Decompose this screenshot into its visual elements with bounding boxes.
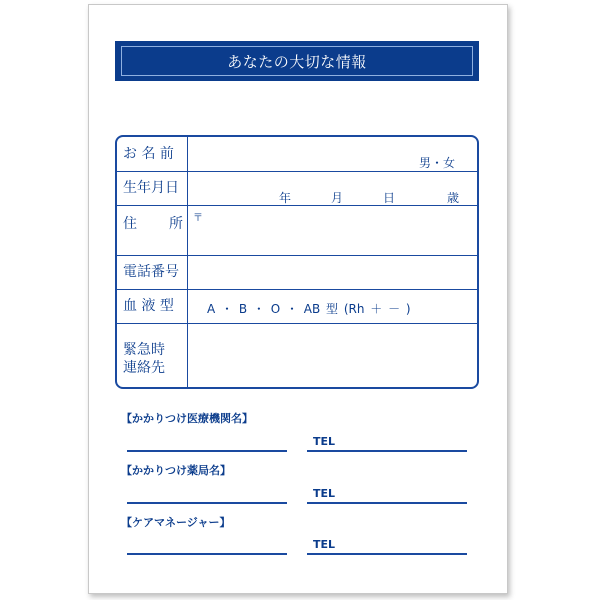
label-column-divider xyxy=(187,137,188,387)
emergency-label-line2: 連絡先 xyxy=(123,360,165,376)
care-manager-name-line xyxy=(127,553,287,555)
emergency-label-line1: 緊急時 xyxy=(123,342,165,358)
pharmacy-title: 【かかりつけ薬局名】 xyxy=(121,464,231,477)
address-label-part: 所 xyxy=(169,216,183,232)
page-title: あなたの大切な情報 xyxy=(121,46,473,76)
pharmacy-tel-line xyxy=(307,502,467,504)
address-label-part: 住 xyxy=(123,216,137,232)
year-unit: 年 xyxy=(279,191,292,205)
clinic-tel-label: TEL xyxy=(313,435,336,448)
care-manager-title: 【ケアマネージャー】 xyxy=(121,516,231,529)
care-manager-tel-line xyxy=(307,553,467,555)
row-divider xyxy=(117,323,477,324)
info-card xyxy=(88,4,508,594)
gender-options: 男・女 xyxy=(419,156,456,170)
birthdate-label: 生年月日 xyxy=(123,180,179,196)
phone-label: 電話番号 xyxy=(123,264,179,280)
name-label: お 名 前 xyxy=(123,146,174,162)
pharmacy-name-line xyxy=(127,502,287,504)
blood-type-options: A ・ B ・ O ・ AB 型 (Rh ＋ － ) xyxy=(207,302,411,316)
clinic-name-line xyxy=(127,450,287,452)
age-unit: 歳 xyxy=(447,191,460,205)
row-divider xyxy=(117,205,477,206)
personal-info-table xyxy=(115,135,479,389)
row-divider xyxy=(117,171,477,172)
month-unit: 月 xyxy=(331,191,344,205)
address-label xyxy=(123,215,185,233)
care-manager-tel-label: TEL xyxy=(313,538,336,551)
blood-type-label: 血 液 型 xyxy=(123,298,174,314)
day-unit: 日 xyxy=(383,191,396,205)
pharmacy-tel-label: TEL xyxy=(313,487,336,500)
title-banner xyxy=(115,41,479,81)
clinic-tel-line xyxy=(307,450,467,452)
postal-mark: 〒 xyxy=(193,213,203,224)
row-divider xyxy=(117,289,477,290)
clinic-title: 【かかりつけ医療機関名】 xyxy=(121,412,253,425)
row-divider xyxy=(117,255,477,256)
